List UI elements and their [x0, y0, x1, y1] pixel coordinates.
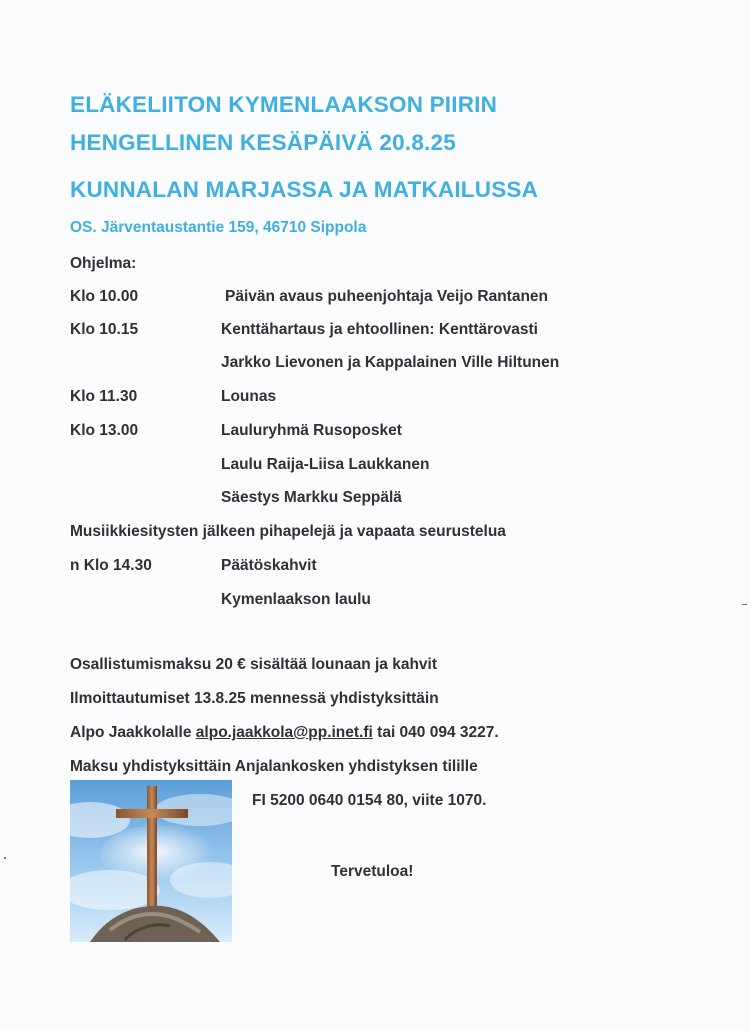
program-time: Klo 11.30	[70, 388, 138, 405]
contact-email-link[interactable]: alpo.jaakkola@pp.inet.fi	[195, 724, 373, 741]
program-time: Klo 13.00	[70, 422, 139, 439]
program-heading: Ohjelma:	[70, 255, 137, 272]
program-item: Lauluryhmä Rusoposket	[221, 422, 402, 439]
scan-edge-mark	[4, 857, 6, 859]
scan-edge-mark	[742, 604, 747, 605]
registration-text: Ilmoittautumiset 13.8.25 mennessä yhdistyksittäin	[70, 690, 439, 707]
program-item: Kenttähartaus ja ehtoollinen: Kenttärovasti	[221, 321, 538, 338]
program-time: n Klo 14.30	[70, 557, 152, 574]
contact-suffix: tai 040 094 3227.	[377, 724, 499, 741]
cross-image	[70, 780, 232, 942]
program-time: Klo 10.00	[70, 288, 139, 305]
welcome-text: Tervetuloa!	[331, 863, 414, 880]
contact-prefix: Alpo Jaakkolalle	[70, 724, 192, 741]
program-item: Päätöskahvit	[221, 557, 317, 574]
program-item: Säestys Markku Seppälä	[221, 489, 402, 506]
event-address: OS. Järventaustantie 159, 46710 Sippola	[70, 219, 367, 236]
program-item: Jarkko Lievonen ja Kappalainen Ville Hiltunen	[221, 354, 560, 371]
title-line-2: HENGELLINEN KESÄPÄIVÄ 20.8.25	[70, 130, 456, 155]
payment-text: Maksu yhdistyksittäin Anjalankosken yhdistyksen tilille	[70, 758, 478, 775]
contact-line	[70, 724, 499, 742]
title-line-3: KUNNALAN MARJASSA JA MATKAILUSSA	[70, 177, 539, 202]
program-item: Lounas	[221, 388, 277, 405]
program-item: Kymenlaakson laulu	[221, 591, 371, 608]
bank-account: FI 5200 0640 0154 80, viite 1070.	[252, 792, 487, 809]
fee-text: Osallistumismaksu 20 € sisältää lounaan ja kahvit	[70, 656, 438, 673]
program-time: Klo 10.15	[70, 321, 139, 338]
program-interlude: Musiikkiesitysten jälkeen pihapelejä ja vapaata seurustelua	[70, 523, 506, 540]
title-line-1: ELÄKELIITON KYMENLAAKSON PIIRIN	[70, 92, 498, 117]
program-item: Laulu Raija-Liisa Laukkanen	[221, 456, 430, 473]
program-item: Päivän avaus puheenjohtaja Veijo Rantanen	[225, 288, 549, 305]
